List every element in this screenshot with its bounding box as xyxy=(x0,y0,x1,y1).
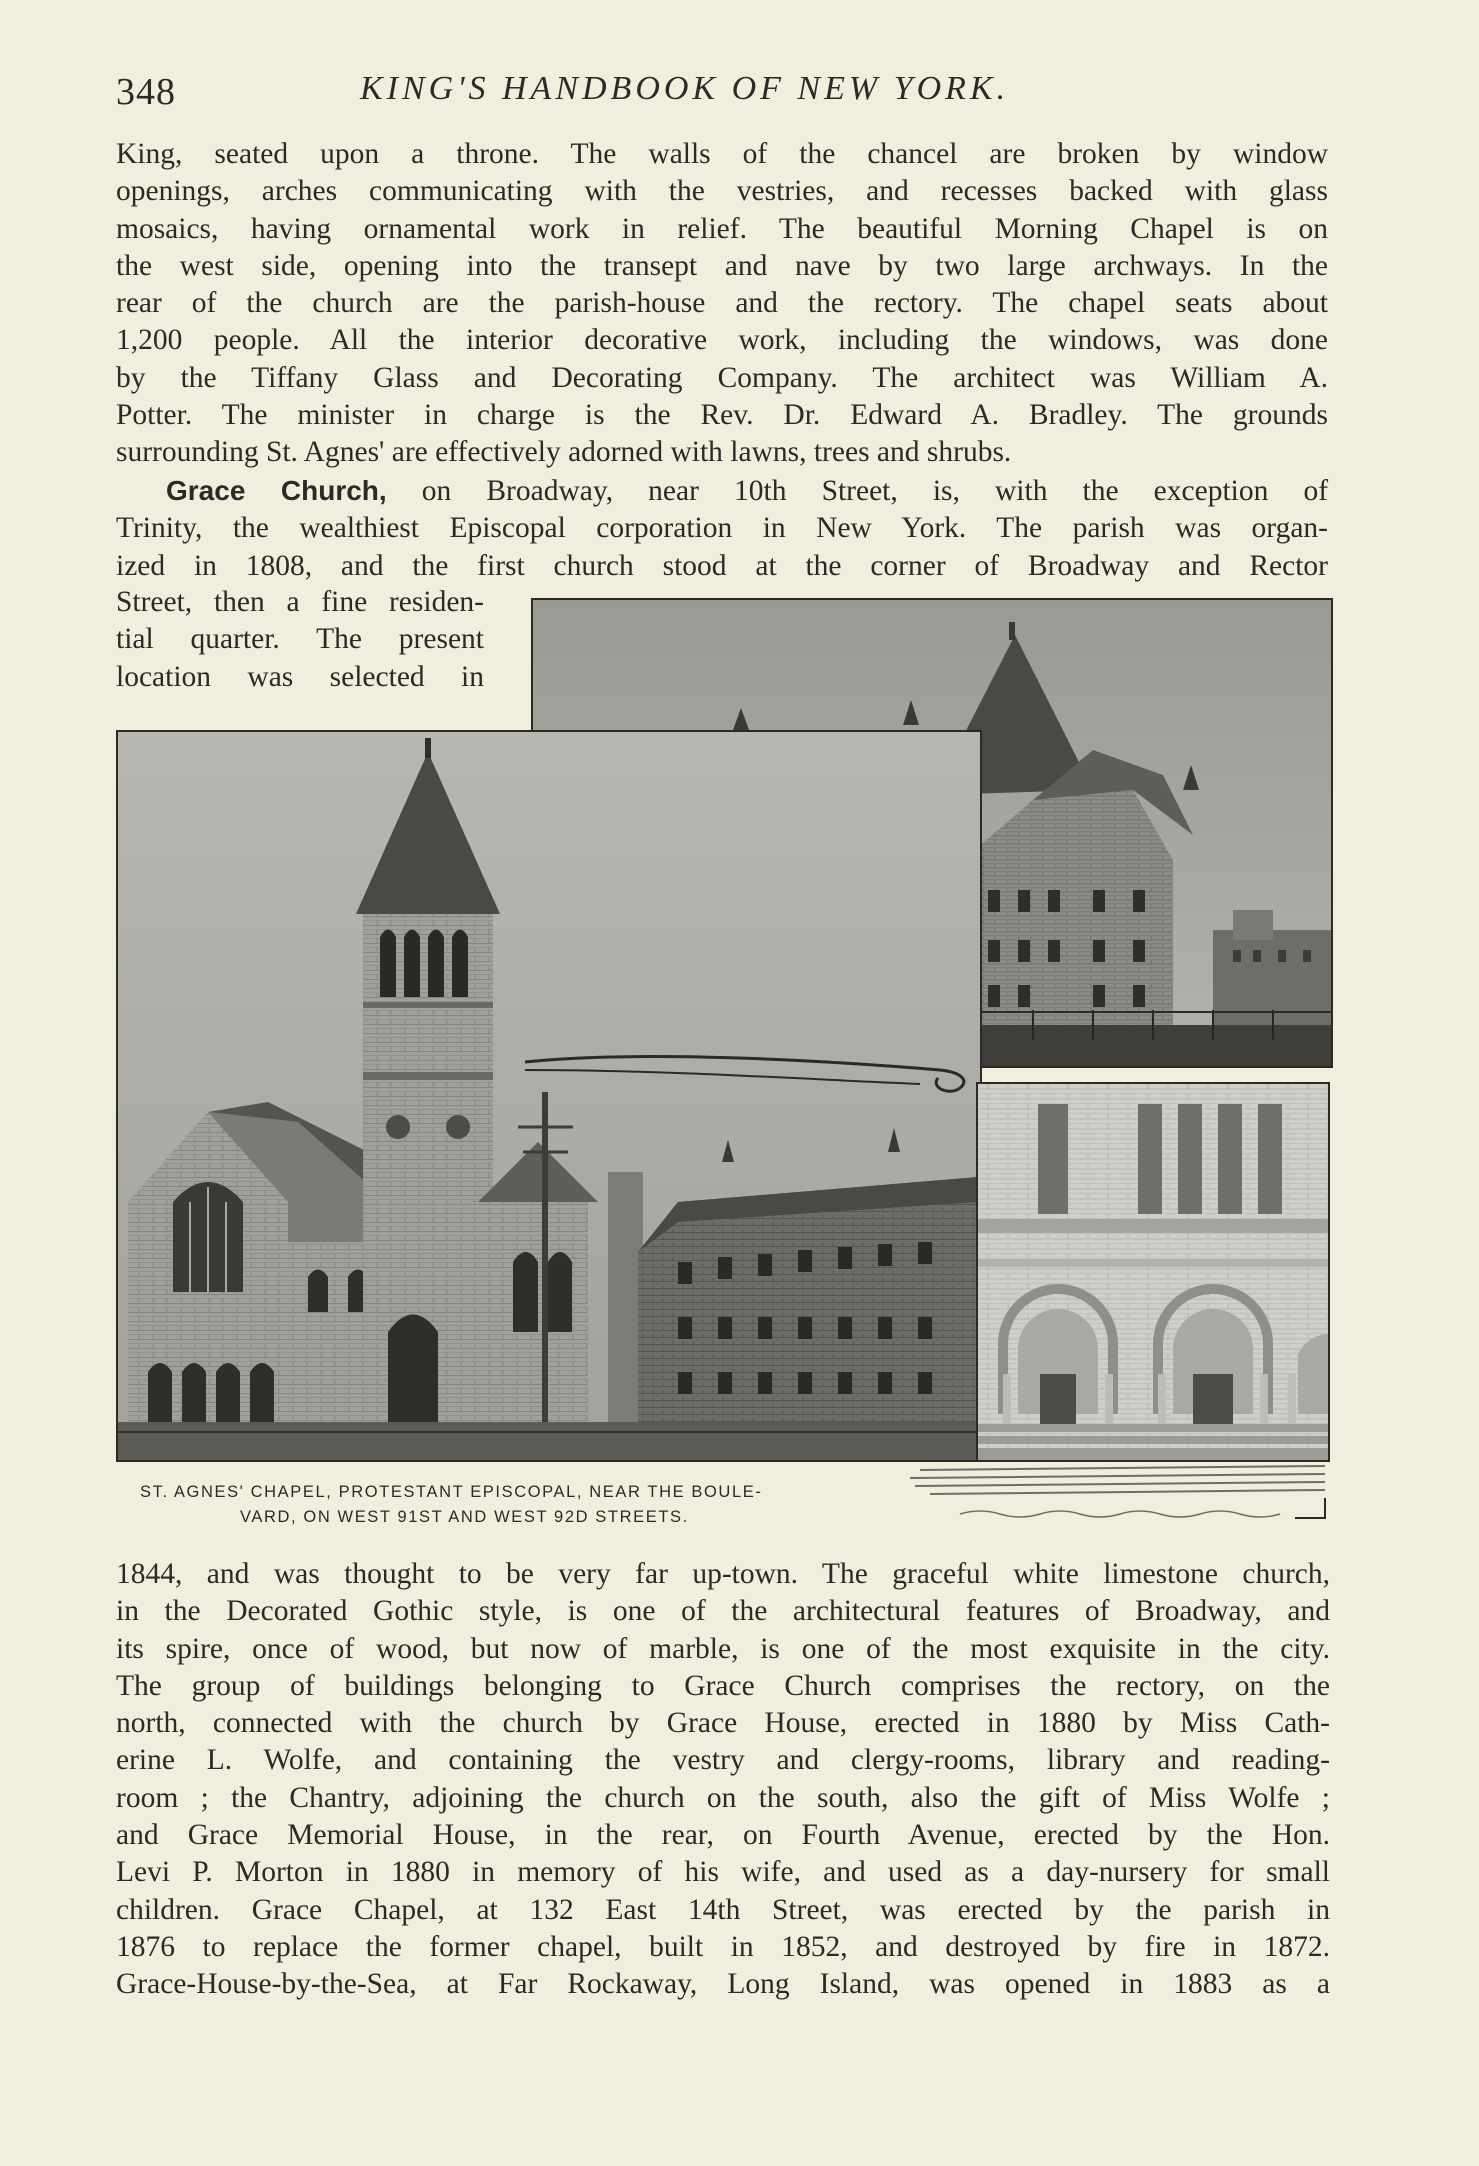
section-heading: Grace Church, xyxy=(166,475,387,506)
text-line: King, seated upon a throne. The walls of the chancel are broken by window xyxy=(116,138,1328,170)
text-line: 1844, and was thought to be very far up-town. The graceful white limestone church, xyxy=(116,1558,1330,1590)
caption-line: ST. AGNES' CHAPEL, PROTESTANT EPISCOPAL, NEAR THE BOULE- xyxy=(140,1483,763,1501)
text-line: ized in 1808, and the first church stood at the corner of Broadway and Rector xyxy=(116,549,1328,582)
illustration-caption xyxy=(140,1480,880,1530)
text-line: by the Tiffany Glass and Decorating Company. The architect was William A. xyxy=(116,361,1328,394)
paragraph-grace-church xyxy=(116,472,1328,585)
text-line: Levi P. Morton in 1880 in memory of his wife, and used as a day-nursery for small xyxy=(116,1856,1330,1889)
text-line: children. Grace Chapel, at 132 East 14th Street, was erected by the parish in xyxy=(116,1893,1330,1926)
paragraph-grace-side xyxy=(116,584,484,696)
text-line: Grace-House-by-the-Sea, at Far Rockaway, Long Island, was opened in 1883 as a xyxy=(116,1968,1330,2001)
text-line: erine L. Wolfe, and containing the vestry and clergy-rooms, library and reading- xyxy=(116,1744,1330,1777)
text-line: Trinity, the wealthiest Episcopal corporation in New York. The parish was organ- xyxy=(116,512,1328,545)
text-line: openings, arches communicating with the vestries, and recesses backed with glass xyxy=(116,175,1328,208)
caption-line: VARD, ON WEST 91ST AND WEST 92D STREETS. xyxy=(240,1508,689,1526)
text-line: 1,200 people. All the interior decorative work, including the windows, was done xyxy=(116,324,1328,357)
page-number: 348 xyxy=(116,71,176,113)
text-line: 1876 to replace the former chapel, built in 1852, and destroyed by fire in 1872. xyxy=(116,1930,1330,1963)
photo-chapel-entrance xyxy=(976,1082,1330,1462)
text-line: in the Decorated Gothic style, is one of the architectural features of Broadway, and xyxy=(116,1595,1330,1628)
paragraph-top xyxy=(116,136,1328,472)
text-line: the west side, opening into the transept and nave by two large archways. In the xyxy=(116,249,1328,282)
text-line: surrounding St. Agnes' are effectively adorned with lawns, trees and shrubs. xyxy=(116,436,1012,469)
text-line: location was selected in xyxy=(116,660,484,693)
text-line: Street, then a fine residen- xyxy=(116,586,484,618)
steps-ornament xyxy=(900,1462,1330,1522)
running-title: KING'S HANDBOOK OF NEW YORK. xyxy=(360,70,1010,107)
text-line: mosaics, having ornamental work in relief. The beautiful Morning Chapel is on xyxy=(116,212,1328,245)
text-line: Potter. The minister in charge is the Rev. Dr. Edward A. Bradley. The grounds xyxy=(116,399,1328,432)
text-line: Grace Church, on Broadway, near 10th Street, is, with the exception of xyxy=(166,475,1329,507)
scroll-ornament xyxy=(520,1040,980,1100)
text-line: The group of buildings belonging to Grace Church comprises the rectory, on the xyxy=(116,1669,1330,1702)
text-line: tial quarter. The present xyxy=(116,623,484,656)
text-line: north, connected with the church by Grace House, erected in 1880 by Miss Cath- xyxy=(116,1707,1330,1740)
text-line: and Grace Memorial House, in the rear, on Fourth Avenue, erected by the Hon. xyxy=(116,1819,1330,1852)
paragraph-bottom xyxy=(116,1556,1330,2004)
text-line: room ; the Chantry, adjoining the church on the south, also the gift of Miss Wolfe ; xyxy=(116,1781,1330,1814)
text-line: its spire, once of wood, but now of marble, is one of the most exquisite in the city. xyxy=(116,1632,1330,1665)
text-line: rear of the church are the parish-house and the rectory. The chapel seats about xyxy=(116,287,1328,320)
